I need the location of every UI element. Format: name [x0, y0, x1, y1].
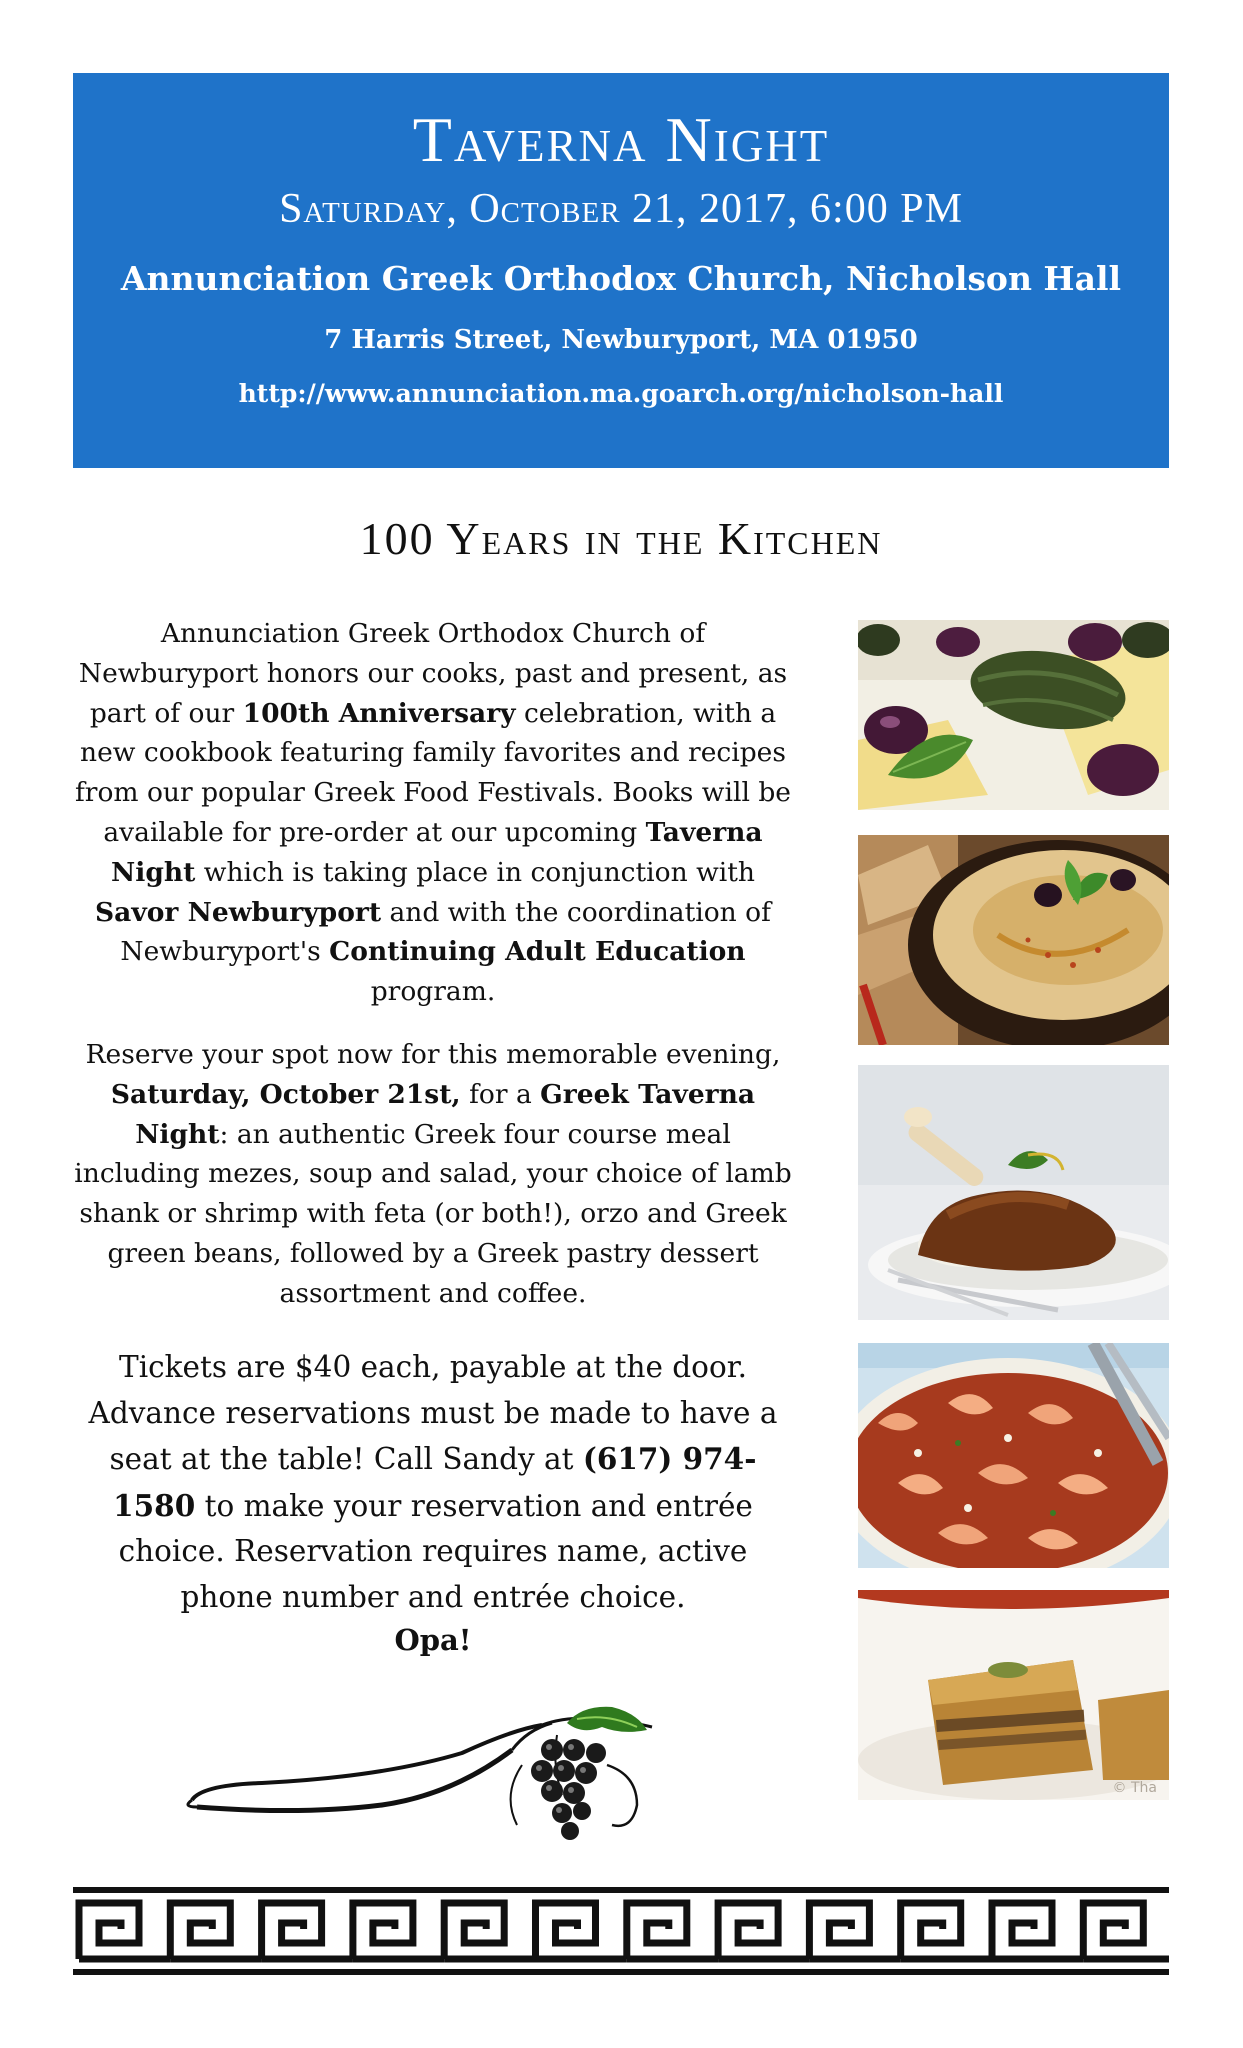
section-heading: 100 Years in the Kitchen: [359, 513, 883, 564]
photo-baklava: [858, 1590, 1169, 1800]
meander-unit: [536, 1903, 596, 1959]
photo-shrimp-feta: [858, 1343, 1169, 1568]
photo-lamb-shank: [858, 1065, 1169, 1320]
meander-unit: [79, 1903, 139, 1959]
baklava-watermark: © Tha: [1112, 1780, 1157, 1796]
meander-unit: [262, 1903, 322, 1959]
meander-unit: [718, 1903, 778, 1959]
tickets-paragraph: Tickets are $40 each, payable at the door. Advance reservations must be made to have a seat at the table! Call Sandy at (617) 974-1580 to make your reservation and entrée choice. Reservation requires name, active phone number and entrée choice.: [88, 1350, 778, 1614]
grape-vine-ornament: [182, 1705, 692, 1870]
meander-unit: [627, 1903, 687, 1959]
greek-key-border: [73, 1887, 1169, 1975]
meander-unit: [444, 1903, 504, 1959]
meander-unit: [353, 1903, 413, 1959]
event-url-link[interactable]: http://www.annunciation.ma.goarch.org/nicholson-hall: [238, 379, 1004, 408]
intro-paragraph: Annunciation Greek Orthodox Church of Newburyport honors our cooks, past and present, as part of our 100th Anniversary celebration, with a new cookbook featuring family favorites and recipes from our popular Greek Food Festivals. Books will be available for pre-order at our upcoming Taverna Night which is taking place in conjunction with Savor Newburyport and with the coordination of Newburyport's Continuing Adult Education program.: [74, 618, 791, 1008]
meander-unit: [901, 1903, 961, 1959]
event-date: Saturday, October 21, 2017, 6:00 PM: [279, 186, 963, 232]
meander-unit: [170, 1903, 230, 1959]
meander-unit: [809, 1903, 869, 1959]
header-banner: [73, 73, 1169, 468]
event-address: 7 Harris Street, Newburyport, MA 01950: [324, 325, 918, 355]
photo-hummus: [858, 835, 1169, 1045]
meander-unit: [1083, 1903, 1143, 1959]
closing-text: Opa!: [394, 1623, 472, 1657]
menu-paragraph: Reserve your spot now for this memorable evening, Saturday, October 21st, for a Greek Taverna Night: an authentic Greek four course meal including mezes, soup and salad, your choice of lamb shank or shrimp with feta (or both!), orzo and Greek green beans, followed by a Greek pastry dessert assortment and coffee.: [74, 1039, 792, 1309]
event-venue: Annunciation Greek Orthodox Church, Nicholson Hall: [120, 259, 1122, 298]
photo-dolmades: [858, 620, 1169, 810]
meander-unit: [992, 1903, 1052, 1959]
event-title: Taverna Night: [412, 104, 830, 175]
